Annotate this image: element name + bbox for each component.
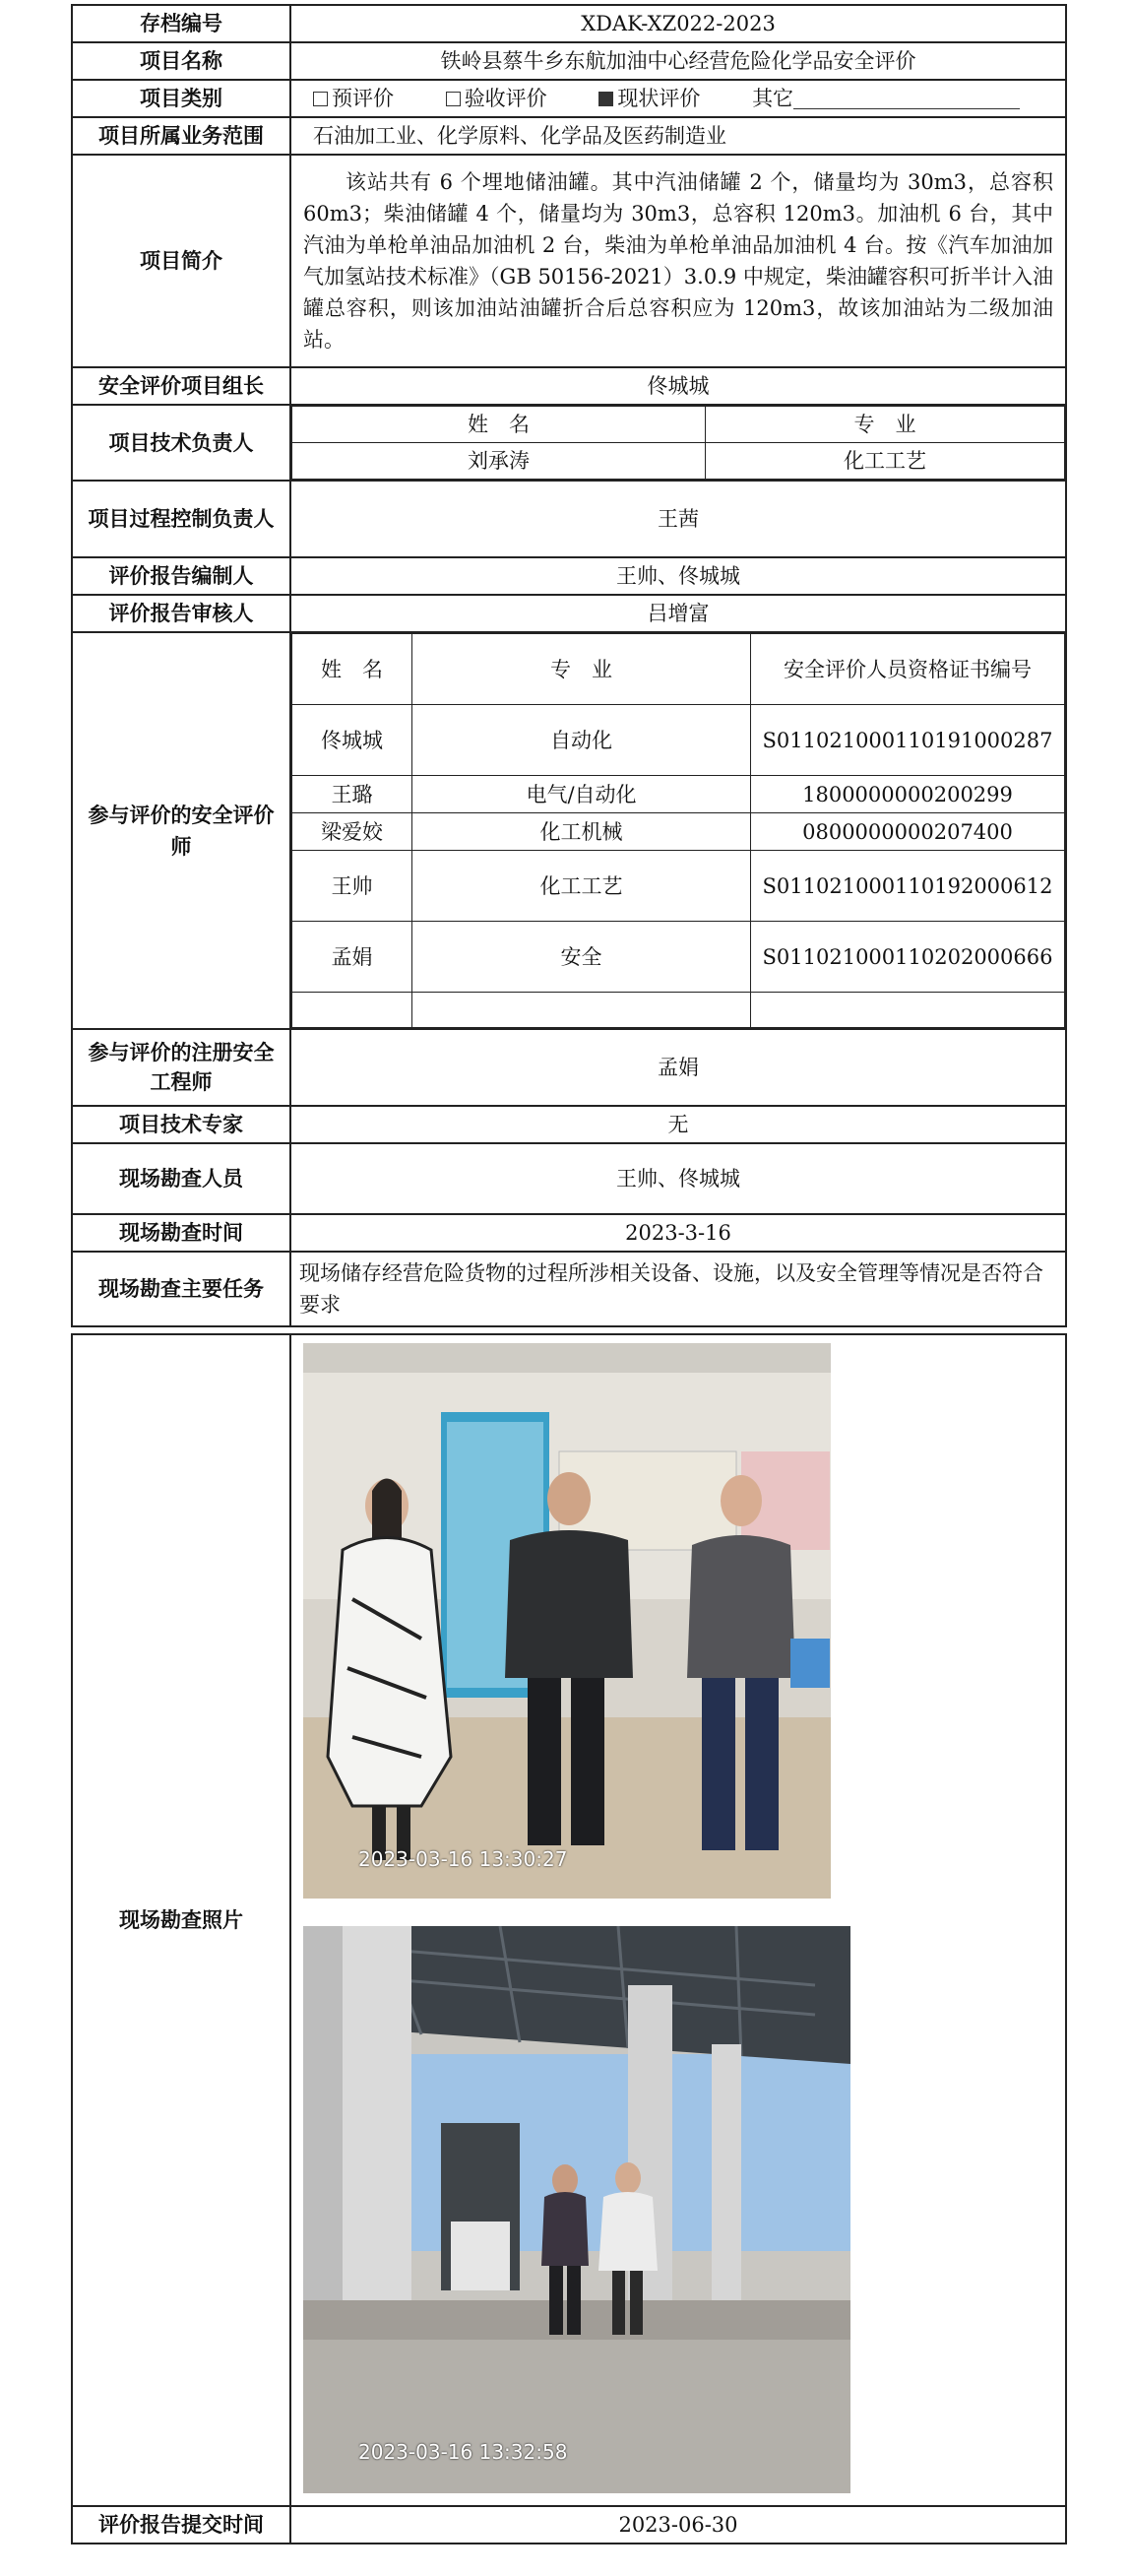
reviewer-label: 评价报告审核人 <box>72 595 290 632</box>
team-leader-label: 安全评价项目组长 <box>72 367 290 405</box>
tech-lead-major-header: 专 业 <box>706 407 1065 443</box>
table-row <box>292 922 1065 993</box>
process-control-label: 项目过程控制负责人 <box>72 481 290 557</box>
evaluator-name: 孟娟 <box>292 922 412 993</box>
evaluators-label: 参与评价的安全评价师 <box>72 632 290 1029</box>
tech-lead-label: 项目技术负责人 <box>72 405 290 481</box>
archive-no-value: XDAK-XZ022-2023 <box>290 5 1066 42</box>
reviewer-value: 吕增富 <box>290 595 1066 632</box>
photo-timestamp: 2023-03-16 13:30:27 <box>358 1847 568 1871</box>
evaluator-major: 安全 <box>412 922 751 993</box>
evaluator-name: 王帅 <box>292 851 412 922</box>
table-row <box>292 851 1065 922</box>
tech-expert-value: 无 <box>290 1106 1066 1143</box>
tech-lead-name-header: 姓 名 <box>292 407 706 443</box>
evaluator-name: 佟城城 <box>292 705 412 776</box>
business-scope-value: 石油加工业、化学原料、化学品及医药制造业 <box>290 117 1066 155</box>
table-row <box>292 776 1065 813</box>
photos-label: 现场勘查照片 <box>72 1334 290 2506</box>
photos-cell <box>290 1334 1066 2506</box>
survey-date-label: 现场勘查时间 <box>72 1214 290 1252</box>
checkbox-checked-icon <box>598 92 613 106</box>
project-category-label: 项目类别 <box>72 80 290 117</box>
category-option-other[interactable]: 其它 <box>752 87 1020 110</box>
photo-timestamp: 2023-03-16 13:32:58 <box>358 2440 568 2464</box>
intro-text: 该站共有 6 个埋地储油罐。其中汽油储罐 2 个，储量均为 30m3，总容积 60m3；柴油储罐 4 个，储量均为 30m3，总容积 120m3。加油机 6 台，其中汽油为单枪单油品加油机 2 台，柴油为单枪单油品加油机 4 台。按《汽车加油加气加氢站技术标准》（GB 50156-2021）3.0.9 中规定，柴油罐容积可折半计入油罐总容积，则该加油站油罐折合后总容积应为 120m3，故该加油站为二级加油站。 <box>303 170 1053 352</box>
evaluators-subtable <box>291 633 1065 1028</box>
evaluator-major: 电气/自动化 <box>412 776 751 813</box>
intro-value <box>290 155 1066 367</box>
evaluator-major: 化工机械 <box>412 813 751 851</box>
tech-lead-subtable <box>291 406 1065 480</box>
project-name-value: 铁岭县蔡牛乡东航加油中心经营危险化学品安全评价 <box>290 42 1066 80</box>
archive-no-label: 存档编号 <box>72 5 290 42</box>
record-table <box>71 4 1067 1327</box>
station-photo-image <box>303 1926 850 2493</box>
project-category-options <box>290 80 1066 117</box>
evaluator-cert: S011021000110202000666 <box>751 922 1065 993</box>
evaluator-major-header: 专 业 <box>412 634 751 705</box>
survey-task-value: 现场储存经营危险货物的过程所涉相关设备、设施，以及安全管理等情况是否符合要求 <box>290 1252 1066 1326</box>
category-option-pre[interactable]: 预评价 <box>313 87 394 110</box>
evaluation-record-sheet <box>71 4 1065 2544</box>
survey-staff-value: 王帅、佟城城 <box>290 1143 1066 1214</box>
tech-expert-label: 项目技术专家 <box>72 1106 290 1143</box>
photo-table <box>71 1333 1067 2544</box>
submit-date-label: 评价报告提交时间 <box>72 2506 290 2544</box>
compiler-label: 评价报告编制人 <box>72 557 290 595</box>
safety-engineer-value: 孟娟 <box>290 1029 1066 1106</box>
project-name-label: 项目名称 <box>72 42 290 80</box>
survey-photo-office <box>303 1343 831 1899</box>
table-row <box>292 813 1065 851</box>
tech-lead-name: 刘承涛 <box>292 443 706 480</box>
other-blank-line <box>793 87 1020 109</box>
evaluator-cert: 0800000000207400 <box>751 813 1065 851</box>
evaluator-name-header: 姓 名 <box>292 634 412 705</box>
submit-date-value: 2023-06-30 <box>290 2506 1066 2544</box>
evaluator-cert: S011021000110192000612 <box>751 851 1065 922</box>
checkbox-unchecked-icon <box>446 92 461 106</box>
survey-date-value: 2023-3-16 <box>290 1214 1066 1252</box>
checkbox-unchecked-icon <box>313 92 328 106</box>
category-option-current[interactable]: 现状评价 <box>598 87 700 110</box>
evaluator-name: 王璐 <box>292 776 412 813</box>
survey-staff-label: 现场勘查人员 <box>72 1143 290 1214</box>
team-leader-value: 佟城城 <box>290 367 1066 405</box>
evaluator-cert: 1800000000200299 <box>751 776 1065 813</box>
office-photo-image <box>303 1343 831 1899</box>
table-row-empty <box>292 993 1065 1028</box>
survey-photo-station <box>303 1926 850 2493</box>
survey-task-label: 现场勘查主要任务 <box>72 1252 290 1326</box>
category-option-acceptance[interactable]: 验收评价 <box>446 87 547 110</box>
safety-engineer-label: 参与评价的注册安全工程师 <box>72 1029 290 1106</box>
table-row <box>292 705 1065 776</box>
evaluator-major: 自动化 <box>412 705 751 776</box>
evaluator-name: 梁爱姣 <box>292 813 412 851</box>
evaluators-subtable-cell <box>290 632 1066 1029</box>
tech-lead-subtable-cell <box>290 405 1066 481</box>
compiler-value: 王帅、佟城城 <box>290 557 1066 595</box>
evaluator-cert-header: 安全评价人员资格证书编号 <box>751 634 1065 705</box>
business-scope-label: 项目所属业务范围 <box>72 117 290 155</box>
evaluator-cert: S011021000110191000287 <box>751 705 1065 776</box>
process-control-value: 王茜 <box>290 481 1066 557</box>
intro-label: 项目简介 <box>72 155 290 367</box>
evaluator-major: 化工工艺 <box>412 851 751 922</box>
tech-lead-major: 化工工艺 <box>706 443 1065 480</box>
